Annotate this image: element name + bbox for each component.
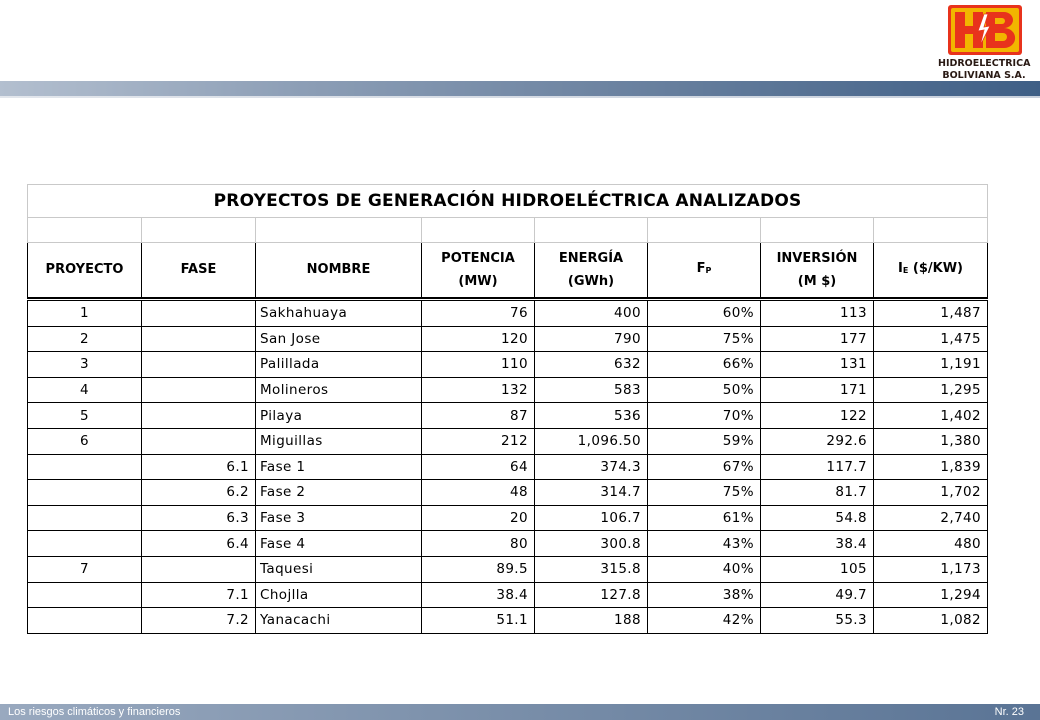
cell-inversion: 177 [761,326,874,352]
cell-fase: 6.1 [142,454,256,480]
cell-energia: 315.8 [535,556,648,582]
cell-nombre: Taquesi [256,556,422,582]
cell-fase: 6.4 [142,531,256,557]
cell-fp: 70% [648,403,761,429]
cell-nombre: Chojlla [256,582,422,608]
table-row [28,505,988,531]
cell-energia: 188 [535,608,648,634]
cell-inversion: 54.8 [761,505,874,531]
cell-potencia: 212 [422,428,535,454]
cell-proyecto: 3 [28,352,142,378]
cell-potencia: 87 [422,403,535,429]
header-band [0,81,1040,96]
cell-potencia: 120 [422,326,535,352]
header-band-shadow [0,96,1040,98]
cell-potencia: 80 [422,531,535,557]
cell-ie: 1,173 [874,556,988,582]
cell-fp: 38% [648,582,761,608]
cell-energia: 106.7 [535,505,648,531]
table-row [28,428,988,454]
cell-energia: 374.3 [535,454,648,480]
cell-ie: 1,402 [874,403,988,429]
table-row [28,608,988,634]
cell-proyecto [28,582,142,608]
header-nombre: NOMBRE [256,243,422,298]
cell-ie: 1,839 [874,454,988,480]
cell-fase: 7.2 [142,608,256,634]
cell-proyecto: 2 [28,326,142,352]
cell-inversion: 49.7 [761,582,874,608]
cell-fase [142,403,256,429]
cell-fp: 75% [648,480,761,506]
cell-inversion: 113 [761,301,874,327]
page-number: Nr. 23 [994,706,1024,718]
cell-energia: 127.8 [535,582,648,608]
cell-inversion: 105 [761,556,874,582]
cell-inversion: 117.7 [761,454,874,480]
cell-energia: 536 [535,403,648,429]
header-fp: FP [648,243,761,298]
cell-potencia: 20 [422,505,535,531]
cell-energia: 632 [535,352,648,378]
header-inversion: INVERSIÓN (M $) [761,243,874,298]
projects-table [27,184,988,634]
header-fase: FASE [142,243,256,298]
table-title: PROYECTOS DE GENERACIÓN HIDROELÉCTRICA ANALIZADOS [28,185,988,218]
table-row [28,352,988,378]
header-ie: IE ($/KW) [874,243,988,298]
cell-potencia: 64 [422,454,535,480]
cell-fp: 75% [648,326,761,352]
cell-energia: 300.8 [535,531,648,557]
projects-table-container [27,184,987,634]
cell-nombre: Fase 1 [256,454,422,480]
cell-fase [142,326,256,352]
header-potencia: POTENCIA (MW) [422,243,535,298]
cell-fase [142,556,256,582]
cell-ie: 1,475 [874,326,988,352]
cell-ie: 1,295 [874,377,988,403]
table-header-row [28,243,988,298]
cell-fp: 67% [648,454,761,480]
cell-potencia: 132 [422,377,535,403]
cell-nombre: Fase 4 [256,531,422,557]
cell-fp: 43% [648,531,761,557]
cell-fp: 50% [648,377,761,403]
cell-nombre: Molineros [256,377,422,403]
cell-proyecto: 6 [28,428,142,454]
cell-ie: 1,380 [874,428,988,454]
table-row [28,454,988,480]
cell-fase [142,301,256,327]
cell-fp: 40% [648,556,761,582]
cell-potencia: 110 [422,352,535,378]
cell-fp: 60% [648,301,761,327]
table-row [28,301,988,327]
cell-nombre: Fase 2 [256,480,422,506]
cell-proyecto [28,505,142,531]
cell-energia: 790 [535,326,648,352]
cell-nombre: Pilaya [256,403,422,429]
cell-energia: 1,096.50 [535,428,648,454]
table-row [28,403,988,429]
table-row [28,377,988,403]
cell-proyecto [28,480,142,506]
cell-proyecto: 5 [28,403,142,429]
cell-energia: 400 [535,301,648,327]
logo-text-line1: HIDROELECTRICA [938,58,1031,69]
logo-text-line2: BOLIVIANA S.A. [942,70,1026,81]
cell-nombre: Fase 3 [256,505,422,531]
table-row [28,556,988,582]
header-energia: ENERGÍA (GWh) [535,243,648,298]
cell-fase: 6.3 [142,505,256,531]
cell-nombre: San Jose [256,326,422,352]
cell-fase [142,352,256,378]
cell-fase: 7.1 [142,582,256,608]
cell-nombre: Miguillas [256,428,422,454]
table-row [28,480,988,506]
cell-fp: 66% [648,352,761,378]
footer-caption: Los riesgos climáticos y financieros [8,706,181,718]
cell-proyecto [28,454,142,480]
cell-inversion: 292.6 [761,428,874,454]
cell-proyecto [28,531,142,557]
cell-nombre: Palillada [256,352,422,378]
table-body [28,301,988,634]
cell-inversion: 55.3 [761,608,874,634]
cell-proyecto: 4 [28,377,142,403]
cell-proyecto [28,608,142,634]
company-logo [938,4,1030,84]
table-blank-row [28,218,988,243]
cell-ie: 1,082 [874,608,988,634]
cell-inversion: 122 [761,403,874,429]
cell-fase [142,428,256,454]
table-row [28,531,988,557]
cell-fp: 59% [648,428,761,454]
cell-inversion: 131 [761,352,874,378]
cell-ie: 1,294 [874,582,988,608]
cell-potencia: 51.1 [422,608,535,634]
cell-ie: 1,191 [874,352,988,378]
cell-ie: 2,740 [874,505,988,531]
cell-ie: 480 [874,531,988,557]
cell-fase: 6.2 [142,480,256,506]
cell-potencia: 38.4 [422,582,535,608]
cell-nombre: Yanacachi [256,608,422,634]
table-row [28,582,988,608]
cell-proyecto: 7 [28,556,142,582]
cell-proyecto: 1 [28,301,142,327]
cell-fase [142,377,256,403]
cell-fp: 42% [648,608,761,634]
cell-potencia: 48 [422,480,535,506]
hb-logo-icon [938,4,1030,58]
cell-inversion: 171 [761,377,874,403]
cell-nombre: Sakhahuaya [256,301,422,327]
cell-energia: 583 [535,377,648,403]
header-proyecto: PROYECTO [28,243,142,298]
cell-energia: 314.7 [535,480,648,506]
table-row [28,326,988,352]
cell-inversion: 81.7 [761,480,874,506]
cell-inversion: 38.4 [761,531,874,557]
cell-fp: 61% [648,505,761,531]
cell-potencia: 76 [422,301,535,327]
cell-potencia: 89.5 [422,556,535,582]
cell-ie: 1,702 [874,480,988,506]
cell-ie: 1,487 [874,301,988,327]
